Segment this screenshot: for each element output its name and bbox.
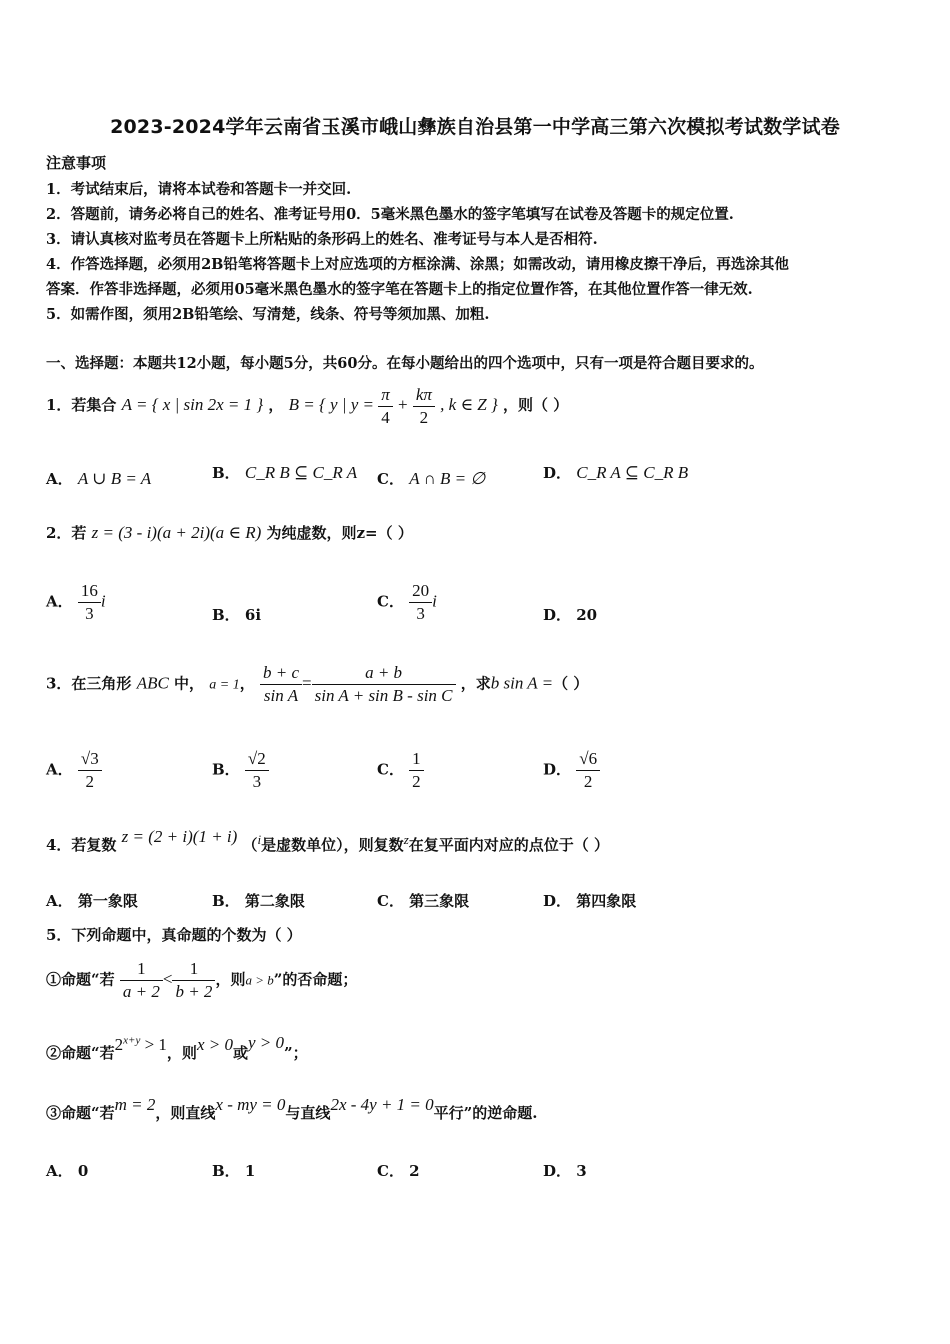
q4-option-d: D． 第四象限	[543, 892, 637, 910]
q1-option-c: C． A ∩ B = ∅	[377, 469, 486, 488]
q1-prefix: 1．若集合	[46, 396, 117, 414]
q5-option-b: B． 1	[212, 1162, 256, 1180]
q1-set-a: A = { x | sin 2x = 1 }	[121, 395, 264, 414]
q2-option-c: C． $\frac{20}{3}$ i	[377, 581, 437, 623]
q2-suffix: 为纯虚数，则z=（ ）	[266, 524, 413, 542]
notes-heading: 注意事项	[46, 154, 107, 172]
q2-prefix: 2．若	[46, 524, 87, 542]
q1-option-b: B． C_R B ⊆ C_R A	[212, 463, 358, 482]
q3-right-frac: $\frac{a + b}{\text{sin A + sin B - sin C}}$	[312, 662, 456, 707]
q4-option-a: A． 第一象限	[46, 892, 138, 910]
q5-option-a: A． 0	[46, 1162, 89, 1180]
q5-proposition-1: ①命题“若 $\frac{1}{a + 2}$ < $\frac{1}{b + 2}$ ，则a > b”的否命题；	[46, 959, 358, 1001]
q1-comma: ，	[268, 396, 284, 414]
q2-option-a: A． $\frac{16}{3}$ i	[46, 581, 106, 623]
q1-frac-kpi-2: $\frac{k\pi}{2}$	[413, 384, 435, 429]
q1-suffix: ，则（ ）	[503, 396, 569, 414]
question-1: 1．若集合 A = { x | sin 2x = 1 } ， B = { y | y = $\frac{\pi}{4}$ + $\frac{k\pi}{2}$ , k ∈ Z } ，则（ ）	[46, 384, 569, 427]
q1-set-b-left: B = { y | y =	[288, 395, 379, 414]
note-item-4-cont: 答案．作答非选择题，必须用05毫米黑色墨水的签字笔在答题卡上的指定位置作答，在其他位置作答一律无效.	[46, 281, 753, 298]
q2-option-b: B． 6i	[212, 606, 262, 624]
q2-expr: z = (3 - i)(a + 2i)(a ∈ R)	[91, 523, 262, 542]
question-3: 3．在三角形 ABC 中， a = 1， $\frac{b + c}{\text{sin A}}$ = $\frac{a + b}{\text{sin A + sin B - sin C}}$ ，求b sin A =（ ）	[46, 663, 589, 705]
q1-set-b-right: , k ∈ Z }	[440, 395, 498, 414]
note-item-4: 4．作答选择题，必须用2B铅笔将答题卡上对应选项的方框涂满、涂黑；如需改动，请用橡皮擦干净后，再选涂其他	[46, 256, 789, 273]
question-4: 4．若复数 z = (2 + i)(1 + i) （i是虚数单位），则复数z在复平面内对应的点位于（ ）	[46, 827, 609, 854]
q3-option-c: C． $\frac{1}{2}$	[377, 748, 424, 793]
q3-option-d: D． $\frac{√6}{2}$	[543, 748, 600, 793]
note-item-1: 1．考试结束后，请将本试卷和答题卡一并交回.	[46, 181, 352, 198]
q5-proposition-2: ②命题“若$2^{x+y} > 1$，则x > 0或y > 0”；	[46, 1033, 308, 1062]
question-5-stem: 5．下列命题中，真命题的个数为（ ）	[46, 926, 302, 944]
q4-option-b: B． 第二象限	[212, 892, 305, 910]
q5-option-c: C． 2	[377, 1162, 420, 1180]
q1-option-a: A． A ∪ B = A	[46, 469, 152, 488]
q4-option-c: C． 第三象限	[377, 892, 470, 910]
question-2	[46, 522, 413, 543]
q2-option-d: D． 20	[543, 606, 598, 624]
q3-option-a: A． $\frac{√3}{2}$	[46, 748, 102, 793]
exam-title: 2023-2024学年云南省玉溪市峨山彝族自治县第一中学高三第六次模拟考试数学试卷	[110, 116, 840, 138]
q3-option-b: B． $\frac{√2}{3}$	[212, 748, 269, 793]
note-item-2: 2．答题前，请务必将自己的姓名、准考证号用0．5毫米黑色墨水的签字笔填写在试卷及答题卡的规定位置.	[46, 206, 734, 223]
q5-proposition-3: ③命题“若m = 2，则直线x - my = 0与直线2x - 4y + 1 = 0平行”的逆命题.	[46, 1095, 538, 1122]
q1-frac-pi-4: $\frac{\pi}{4}$	[378, 384, 393, 429]
q1-option-d: D． C_R A ⊆ C_R B	[543, 463, 689, 482]
note-item-5: 5．如需作图，须用2B铅笔绘、写清楚，线条、符号等须加黑、加粗.	[46, 306, 490, 323]
q5-option-d: D． 3	[543, 1162, 587, 1180]
section-heading: 一、选择题：本题共12小题，每小题5分，共60分。在每小题给出的四个选项中，只有一项是符合题目要求的。	[46, 355, 764, 372]
note-item-3: 3．请认真核对监考员在答题卡上所粘贴的条形码上的姓名、准考证号与本人是否相符.	[46, 231, 598, 248]
q3-left-frac: $\frac{b + c}{\text{sin A}}$	[260, 662, 302, 707]
